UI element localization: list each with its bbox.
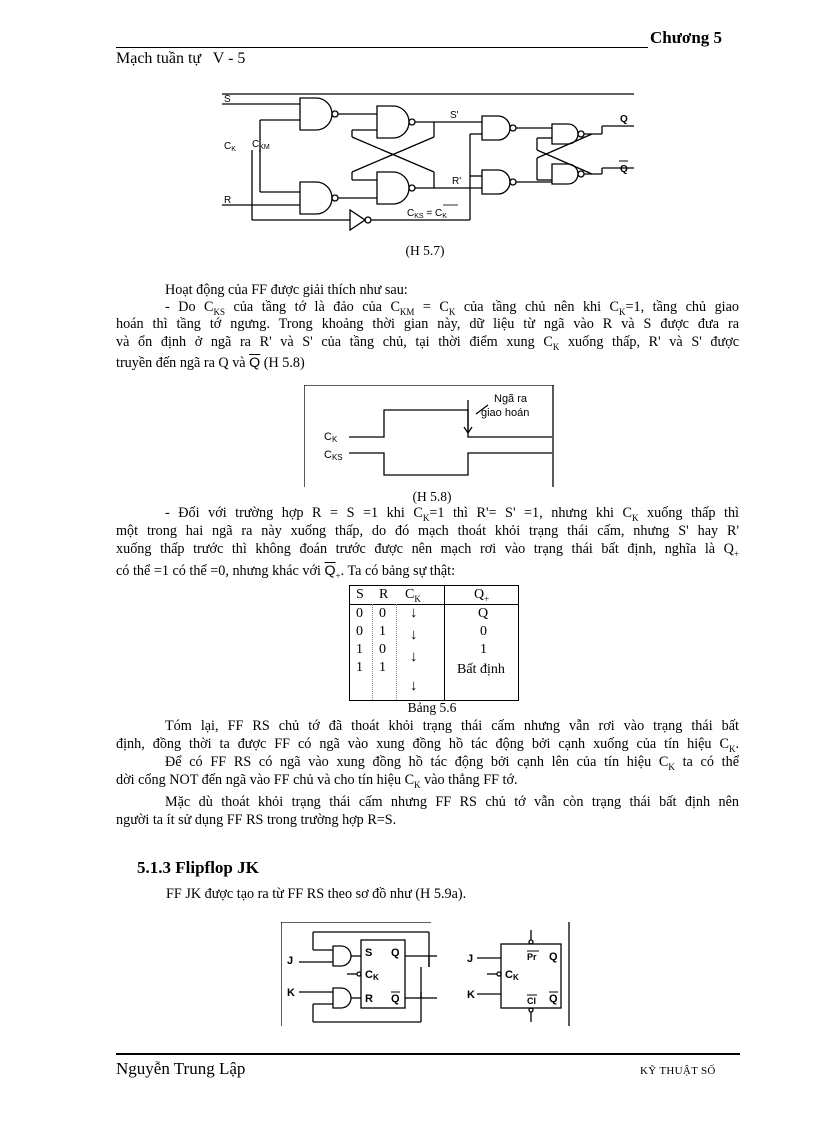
circuit-h57 [222, 92, 636, 240]
svg-text:CKM: $C_{KM}$ [252, 139, 270, 151]
arrow-cell: ↓ [410, 649, 418, 665]
para3-line5: Mặc dù thoát khỏi trạng thái cấm nhưng FF RS chủ tớ vẫn còn trạng thái bất định nên [165, 794, 739, 810]
para1-line3: và ổn định ở ngã ra R' và S' của tầng chủ, tại thời điểm xung $C_K$ xuống thấp, R' và S' được [116, 334, 739, 352]
para1-line1: - Do $C_{KS}$ của tầng tớ là đảo của $C_{KM} = C_K$ của tầng chủ nên khi $C_K=1$, tầng chủ giao [165, 299, 739, 317]
caption-h58: (H 5.8) [412, 489, 452, 504]
para2-line1: - Đối với trường hợp R = S =1 khi $C_K=1$ thì R'= S' =1, nhưng khi $C_K$ xuống thấp thì [165, 505, 739, 523]
header-chapter: Chương 5 [650, 28, 723, 47]
svg-text:CK: CK [324, 431, 338, 444]
figure-h57 [222, 92, 636, 240]
header-left: Mạch tuần tự V - 5 [116, 50, 246, 67]
label-q: Q [620, 114, 628, 125]
cell: 1 [379, 624, 386, 639]
label-pr: Pr [527, 952, 537, 962]
label-s-prime: S' [450, 110, 459, 121]
circuit-h59 [281, 922, 571, 1026]
label-r: R [224, 195, 232, 206]
para3-line2: định, đồng thời ta được FF có ngã vào xung đồng hồ tác động bởi cạnh xuống của tín hiệu $C_K$. [116, 736, 739, 754]
section-title: 5.1.3 Flipflop JK [137, 858, 259, 877]
svg-text:CKS: CKS [324, 449, 343, 462]
label-giaohoan: giao hoán [481, 407, 530, 419]
caption-table: Bảng 5.6 [407, 700, 457, 715]
timing-h58 [304, 385, 554, 487]
label-cl: Cl [527, 996, 536, 1006]
svg-text:CKS = CK: $C_{KS} = C_K$ [407, 208, 447, 220]
svg-text:CK: CK [365, 969, 379, 982]
label-qbar59: Q [391, 993, 400, 1005]
svg-text:CK: $C_K$ [224, 141, 236, 153]
arrow-cell: ↓ [410, 605, 418, 621]
cell: 0 [379, 606, 386, 621]
label-ngara: Ngã ra [494, 393, 528, 405]
arrow-cell: ↓ [410, 627, 418, 643]
para1-line2: hoán thì tầng tớ ngưng. Trong khoảng thời gian này, dữ liệu từ ngã vào R và S được đưa ra [116, 316, 739, 332]
para1-line4: truyền đến ngã ra Q và $\overline{Q}$ (H 5.8) [116, 355, 305, 371]
label-r-prime: R' [452, 176, 462, 187]
th-q: $Q_+$ [474, 587, 490, 604]
svg-text:CK: CK [505, 969, 519, 982]
cell: 1 [480, 642, 487, 657]
para3-line6: người ta ít sử dụng FF RS trong trường hợp R=S. [116, 812, 397, 828]
truth-table [349, 585, 519, 701]
cell: 1 [356, 642, 363, 657]
label-j: J [287, 955, 294, 967]
para3-line1: Tóm lại, FF RS chủ tớ đã thoát khỏi trạng thái cấm nhưng vẫn rơi vào trạng thái bất [165, 718, 739, 734]
label-k: K [287, 987, 295, 999]
cell: Bất định [457, 662, 505, 677]
label-q-bar: Q [620, 164, 628, 175]
footer-subject: KỸ THUẬT SỐ [640, 1065, 716, 1077]
arrow-cell: ↓ [410, 678, 418, 694]
cell: 0 [480, 624, 487, 639]
para2-line2: một trong hai ngã ra này xuống thấp, do đó mạch thoát khỏi trạng thái cấm, nhưng S' hay R' [116, 523, 739, 539]
cell: 0 [379, 642, 386, 657]
para2-line4: có thể =1 có thể =0, nhưng khác với $\overline{Q}_+$. Ta có bảng sự thật: [116, 563, 456, 581]
header-rule [116, 47, 648, 48]
th-s: S [356, 587, 364, 602]
label-s: S [224, 94, 231, 105]
label-k2: K [467, 989, 475, 1001]
cell: 1 [356, 660, 363, 675]
figure-h58 [304, 385, 554, 487]
label-j2: J [467, 953, 474, 965]
footer-author: Nguyễn Trung Lập [116, 1059, 246, 1078]
para2-line3: xuống thấp trước thì không đoán trước được nên mạch rơi vào trạng thái bất định, nghĩa là $Q_+$ [116, 541, 739, 559]
cell: 1 [379, 660, 386, 675]
label-q2: Q [549, 951, 558, 963]
cell: 0 [356, 624, 363, 639]
th-r: R [379, 587, 389, 602]
para3-line3: Để có FF RS có ngã vào xung đồng hồ tác động bởi cạnh lên của tín hiệu $C_K$ ta có thể [165, 754, 740, 772]
label-r59: R [365, 993, 373, 1005]
intro-line: Hoạt động của FF được giải thích như sau: [165, 282, 408, 298]
section-intro: FF JK được tạo ra từ FF RS theo sơ đồ như (H 5.9a). [166, 886, 467, 902]
cell: 0 [356, 606, 363, 621]
caption-h57: (H 5.7) [405, 243, 445, 258]
cell: Q [478, 606, 489, 621]
th-ck: $C_K$ [405, 587, 421, 604]
label-s59: S [365, 947, 373, 959]
label-q59: Q [391, 947, 400, 959]
label-qbar2: Q [549, 993, 558, 1005]
para3-line4: dời cổng NOT đến ngã vào FF chủ và cho tín hiệu $C_K$ vào thẳng FF tớ. [116, 772, 518, 790]
footer-rule [116, 1053, 740, 1055]
figure-h59 [281, 922, 571, 1026]
